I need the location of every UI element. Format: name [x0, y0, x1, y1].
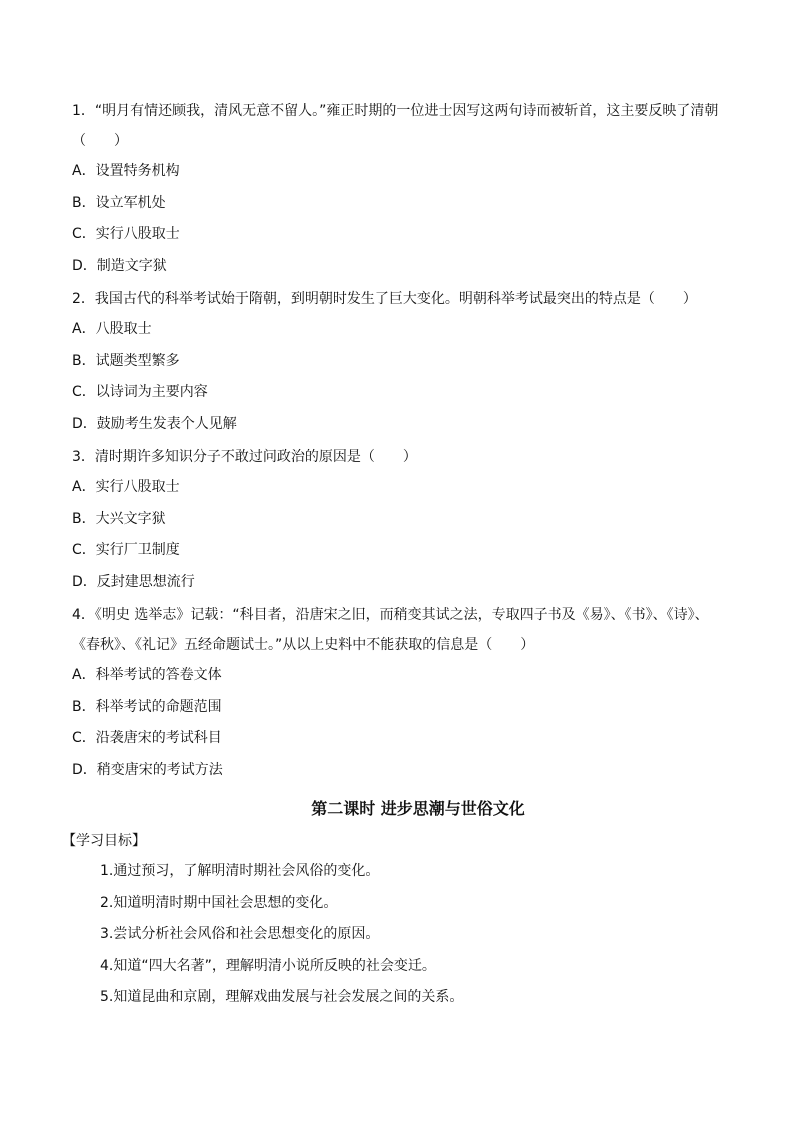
- question-1-option-d: D．制造文字狱: [72, 257, 167, 274]
- question-3-option-b: B．大兴文字狱: [72, 510, 166, 527]
- goal-item-3: 3.尝试分析社会风俗和社会思想变化的原因。: [100, 926, 380, 942]
- question-4-stem: 4．《明史 选举志》记载：“科目者，沿唐宋之旧，而稍变其试之法，专取四子书及《易》、《书》、《诗》、《春秋》、《礼记》五经命题试士。”从以上史料中不能获取的信息是（ ）: [72, 607, 709, 653]
- question-1-option-a: A．设置特务机构: [72, 163, 180, 179]
- goal-item-4: 4.知道“四大名著”，理解明清小说所反映的社会变迁。: [100, 957, 436, 974]
- question-2-option-b: B．试题类型繁多: [72, 352, 180, 369]
- document-page: [62, 96, 724, 1014]
- question-4: [72, 600, 724, 786]
- question-2-option-a: A．八股取士: [72, 321, 152, 337]
- question-3: [72, 442, 724, 598]
- question-1-stem: 1．“明月有情还顾我，清风无意不留人。”雍正时期的一位进士因写这两句诗而被斩首，这主要反映了清朝（ ）: [72, 103, 719, 149]
- question-3-option-c: C．实行厂卫制度: [72, 542, 180, 558]
- question-1-option-c: C．实行八股取士: [72, 226, 180, 242]
- question-2-option-c: C．以诗词为主要内容: [72, 384, 208, 400]
- section-title: 第二课时 进步思潮与世俗文化: [311, 799, 525, 818]
- question-1: [72, 96, 724, 282]
- question-4-option-b: B．科举考试的命题范围: [72, 698, 222, 715]
- question-4-option-d: D．稍变唐宋的考试方法: [72, 761, 223, 778]
- question-4-option-a: A．科举考试的答卷文体: [72, 667, 222, 683]
- question-3-option-d: D．反封建思想流行: [72, 573, 195, 590]
- question-3-option-a: A．实行八股取士: [72, 479, 180, 495]
- question-4-option-c: C．沿袭唐宋的考试科目: [72, 730, 222, 746]
- question-2: [72, 284, 724, 440]
- goal-item-1: 1.通过预习，了解明清时期社会风俗的变化。: [100, 863, 380, 879]
- goals-heading: 【学习目标】: [62, 833, 146, 849]
- question-2-stem: 2．我国古代的科举考试始于隋朝，到明朝时发生了巨大变化。明朝科举考试最突出的特点是（ ）: [72, 291, 697, 307]
- goal-item-2: 2.知道明清时期中国社会思想的变化。: [100, 894, 338, 911]
- question-1-option-b: B．设立军机处: [72, 194, 166, 211]
- question-3-stem: 3．清时期许多知识分子不敢过问政治的原因是（ ）: [72, 449, 417, 465]
- goal-item-5: 5.知道昆曲和京剧，理解戏曲发展与社会发展之间的关系。: [100, 989, 464, 1005]
- question-2-option-d: D．鼓励考生发表个人见解: [72, 415, 237, 432]
